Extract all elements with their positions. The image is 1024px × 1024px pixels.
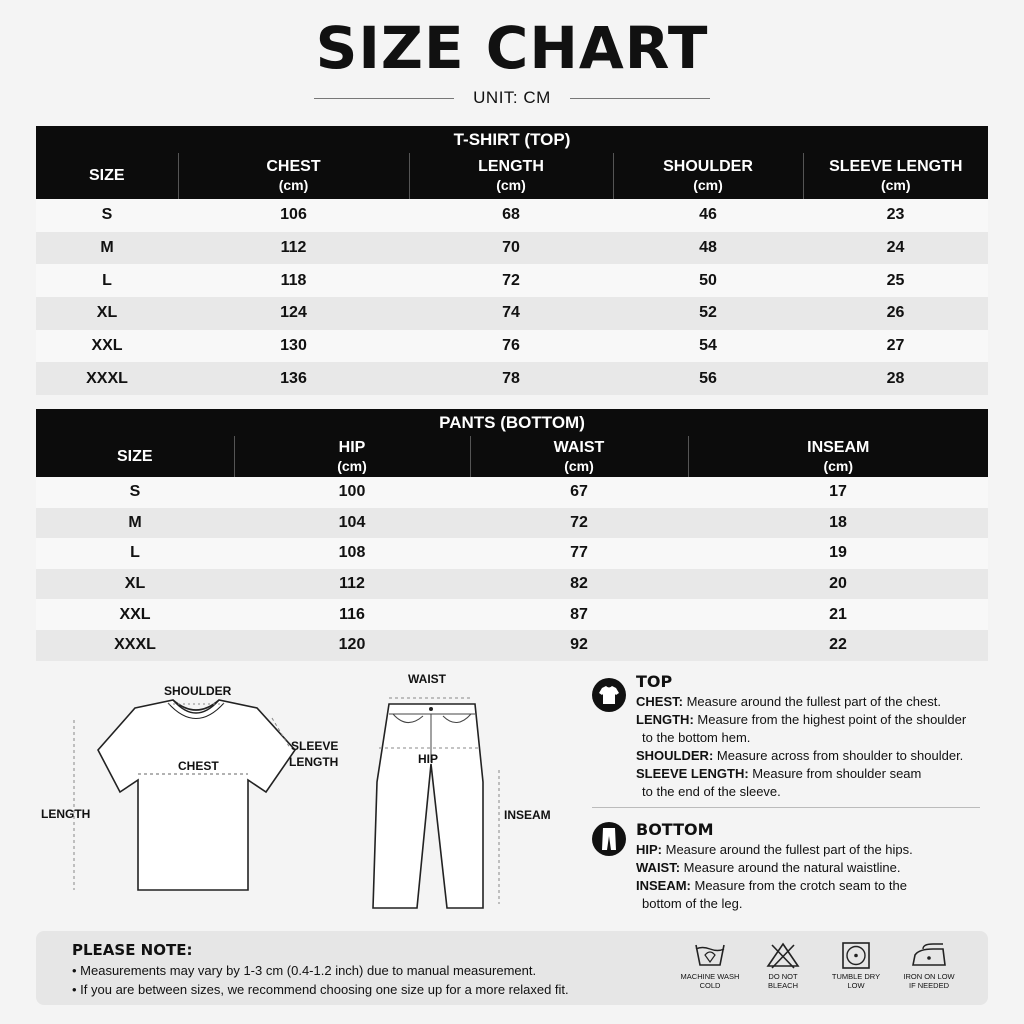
guide-term: SLEEVE LENGTH: (636, 766, 749, 781)
table-cell: 112 (178, 232, 409, 265)
bleach-label-2: BLEACH (767, 981, 798, 990)
do-not-bleach-item (748, 941, 818, 990)
table-row (36, 362, 988, 395)
table-cell: 28 (803, 362, 988, 395)
table-cell: 136 (178, 362, 409, 395)
tshirt-table-title: T-SHIRT (TOP) (36, 126, 988, 153)
page-title: SIZE CHART (315, 14, 709, 82)
table-cell: 108 (234, 538, 470, 569)
table-cell: 74 (409, 297, 613, 330)
table-cell: 130 (178, 330, 409, 363)
table-cell: 46 (613, 199, 803, 232)
guide-divider (592, 807, 980, 808)
column-name: HIP (338, 438, 366, 456)
hip-label: HIP (418, 752, 439, 766)
guide-text-continued: to the end of the sleeve. (642, 784, 781, 799)
table-cell: 70 (409, 232, 613, 265)
tumble-label-1: TUMBLE DRY (831, 972, 881, 981)
table-cell: M (36, 508, 234, 539)
guide-text-continued: to the bottom hem. (642, 730, 751, 745)
guide-term: WAIST: (636, 860, 681, 875)
guide-term: SHOULDER: (636, 748, 714, 763)
column-name: CHEST (266, 158, 321, 175)
pants-diagram (365, 690, 545, 915)
column-unit: (cm) (693, 177, 723, 193)
tumble-label-2: LOW (847, 981, 865, 990)
iron-label-1: IRON ON LOW (903, 972, 955, 981)
tshirt-col-header (409, 153, 613, 199)
column-unit: (cm) (278, 177, 309, 193)
guide-term: INSEAM: (636, 878, 691, 893)
table-row (36, 477, 988, 508)
guide-term: LENGTH: (636, 712, 694, 727)
pants-size-table (36, 409, 988, 661)
table-cell: L (36, 264, 178, 297)
table-cell: 116 (234, 599, 470, 630)
table-cell: 72 (409, 264, 613, 297)
table-cell: 26 (803, 297, 988, 330)
table-cell: XL (36, 297, 178, 330)
bleach-label-1: DO NOT (768, 972, 798, 981)
table-cell: 72 (470, 508, 688, 539)
bottom-measure-guide (636, 821, 996, 913)
table-cell: 22 (688, 630, 988, 661)
table-cell: 27 (803, 330, 988, 363)
column-name: WAIST (553, 438, 605, 456)
column-name: SLEEVE LENGTH (829, 158, 963, 175)
top-measure-guide (636, 673, 996, 801)
table-cell: 112 (234, 569, 470, 600)
table-cell: XXXL (36, 630, 234, 661)
table-cell: 19 (688, 538, 988, 569)
column-unit: (cm) (337, 457, 367, 474)
table-cell: 92 (470, 630, 688, 661)
table-cell: 52 (613, 297, 803, 330)
table-cell: 67 (470, 477, 688, 508)
table-cell: S (36, 477, 234, 508)
column-name: INSEAM (807, 438, 870, 456)
table-cell: 120 (234, 630, 470, 661)
table-cell: S (36, 199, 178, 232)
column-unit: (cm) (880, 177, 911, 193)
waist-label: WAIST (408, 672, 446, 686)
machine-wash-cold-item (675, 941, 745, 990)
machine-wash-cold-icon (693, 941, 727, 969)
machine-wash-label-2: COLD (699, 981, 721, 990)
column-name: SIZE (116, 447, 153, 465)
top-guide-title: TOP (636, 672, 673, 691)
guide-text: Measure across from shoulder to shoulder. (713, 748, 964, 763)
table-cell: 18 (688, 508, 988, 539)
table-row (36, 508, 988, 539)
guide-item (636, 841, 996, 859)
table-cell: M (36, 232, 178, 265)
table-cell: 24 (803, 232, 988, 265)
guide-text: Measure from shoulder seam (748, 766, 922, 781)
table-row (36, 199, 988, 232)
table-cell: XXXL (36, 362, 178, 395)
table-cell: 25 (803, 264, 988, 297)
pants-col-header (36, 436, 234, 477)
table-cell: XL (36, 569, 234, 600)
column-name: SHOULDER (663, 158, 753, 175)
machine-wash-label-1: MACHINE WASH (680, 972, 740, 981)
do-not-bleach-icon (766, 941, 800, 969)
table-cell: 106 (178, 199, 409, 232)
guide-term: CHEST: (636, 694, 683, 709)
column-unit: (cm) (564, 457, 594, 474)
pants-col-header (234, 436, 470, 477)
table-cell: 82 (470, 569, 688, 600)
sleeve-length-label-2: LENGTH (289, 755, 339, 769)
guide-term: HIP: (636, 842, 662, 857)
table-row (36, 630, 988, 661)
note-line-1: • Measurements may vary by 1-3 cm (0.4-1.2 inch) due to manual measurement. (72, 963, 537, 978)
tshirt-icon (592, 678, 626, 712)
tshirt-col-header (36, 153, 178, 199)
table-cell: 56 (613, 362, 803, 395)
table-row (36, 232, 988, 265)
guide-item (636, 711, 996, 729)
iron-label-2: IF NEEDED (908, 981, 949, 990)
column-unit: (cm) (496, 177, 526, 193)
guide-item (636, 693, 996, 711)
unit-label: UNIT: CM (473, 88, 551, 107)
table-cell: XXL (36, 330, 178, 363)
tshirt-col-header (613, 153, 803, 199)
tshirt-size-table (36, 126, 988, 395)
pants-col-header (470, 436, 688, 477)
table-cell: 21 (688, 599, 988, 630)
note-box (36, 931, 988, 1005)
pants-icon (592, 822, 626, 856)
table-cell: 20 (688, 569, 988, 600)
table-cell: 48 (613, 232, 803, 265)
table-row (36, 538, 988, 569)
table-row (36, 599, 988, 630)
table-cell: XXL (36, 599, 234, 630)
note-line-2: • If you are between sizes, we recommend choosing one size up for a more relaxed fit. (72, 982, 569, 997)
table-cell: 118 (178, 264, 409, 297)
chest-label: CHEST (178, 759, 219, 773)
table-cell: 100 (234, 477, 470, 508)
table-cell: 76 (409, 330, 613, 363)
column-unit: (cm) (823, 457, 854, 474)
guide-text: Measure around the fullest part of the hips. (662, 842, 913, 857)
shoulder-label: SHOULDER (164, 684, 232, 698)
table-row (36, 264, 988, 297)
table-cell: 77 (470, 538, 688, 569)
table-cell: 17 (688, 477, 988, 508)
tumble-dry-low-icon (839, 941, 873, 969)
inseam-label: INSEAM (504, 808, 551, 822)
guide-text-continued: bottom of the leg. (642, 896, 743, 911)
guide-text: Measure from the highest point of the shoulder (693, 712, 967, 727)
table-row (36, 569, 988, 600)
sleeve-length-label-1: SLEEVE (291, 739, 339, 753)
guide-text: Measure from the crotch seam to the (690, 878, 907, 893)
iron-on-low-icon (909, 941, 949, 969)
table-cell: 23 (803, 199, 988, 232)
table-cell: L (36, 538, 234, 569)
column-name: LENGTH (478, 158, 544, 175)
table-cell: 54 (613, 330, 803, 363)
table-cell: 78 (409, 362, 613, 395)
pants-table-title: PANTS (BOTTOM) (36, 409, 988, 436)
tshirt-col-header (178, 153, 409, 199)
table-row (36, 330, 988, 363)
guide-item (636, 859, 996, 877)
tshirt-diagram (60, 690, 350, 905)
table-row (36, 297, 988, 330)
table-cell: 68 (409, 199, 613, 232)
pants-col-header (688, 436, 988, 477)
tshirt-col-header (803, 153, 988, 199)
bottom-guide-title: BOTTOM (636, 820, 714, 839)
guide-item (636, 747, 996, 765)
guide-item (636, 765, 996, 783)
length-label: LENGTH (41, 807, 91, 821)
guide-text: Measure around the fullest part of the chest. (682, 694, 941, 709)
guide-item (636, 877, 996, 895)
table-cell: 104 (234, 508, 470, 539)
tumble-dry-low-item (821, 941, 891, 990)
guide-text: Measure around the natural waistline. (680, 860, 901, 875)
note-title: PLEASE NOTE: (72, 941, 193, 959)
iron-on-low-item (894, 941, 964, 990)
column-name: SIZE (88, 167, 125, 184)
table-cell: 87 (470, 599, 688, 630)
table-cell: 50 (613, 264, 803, 297)
table-cell: 124 (178, 297, 409, 330)
